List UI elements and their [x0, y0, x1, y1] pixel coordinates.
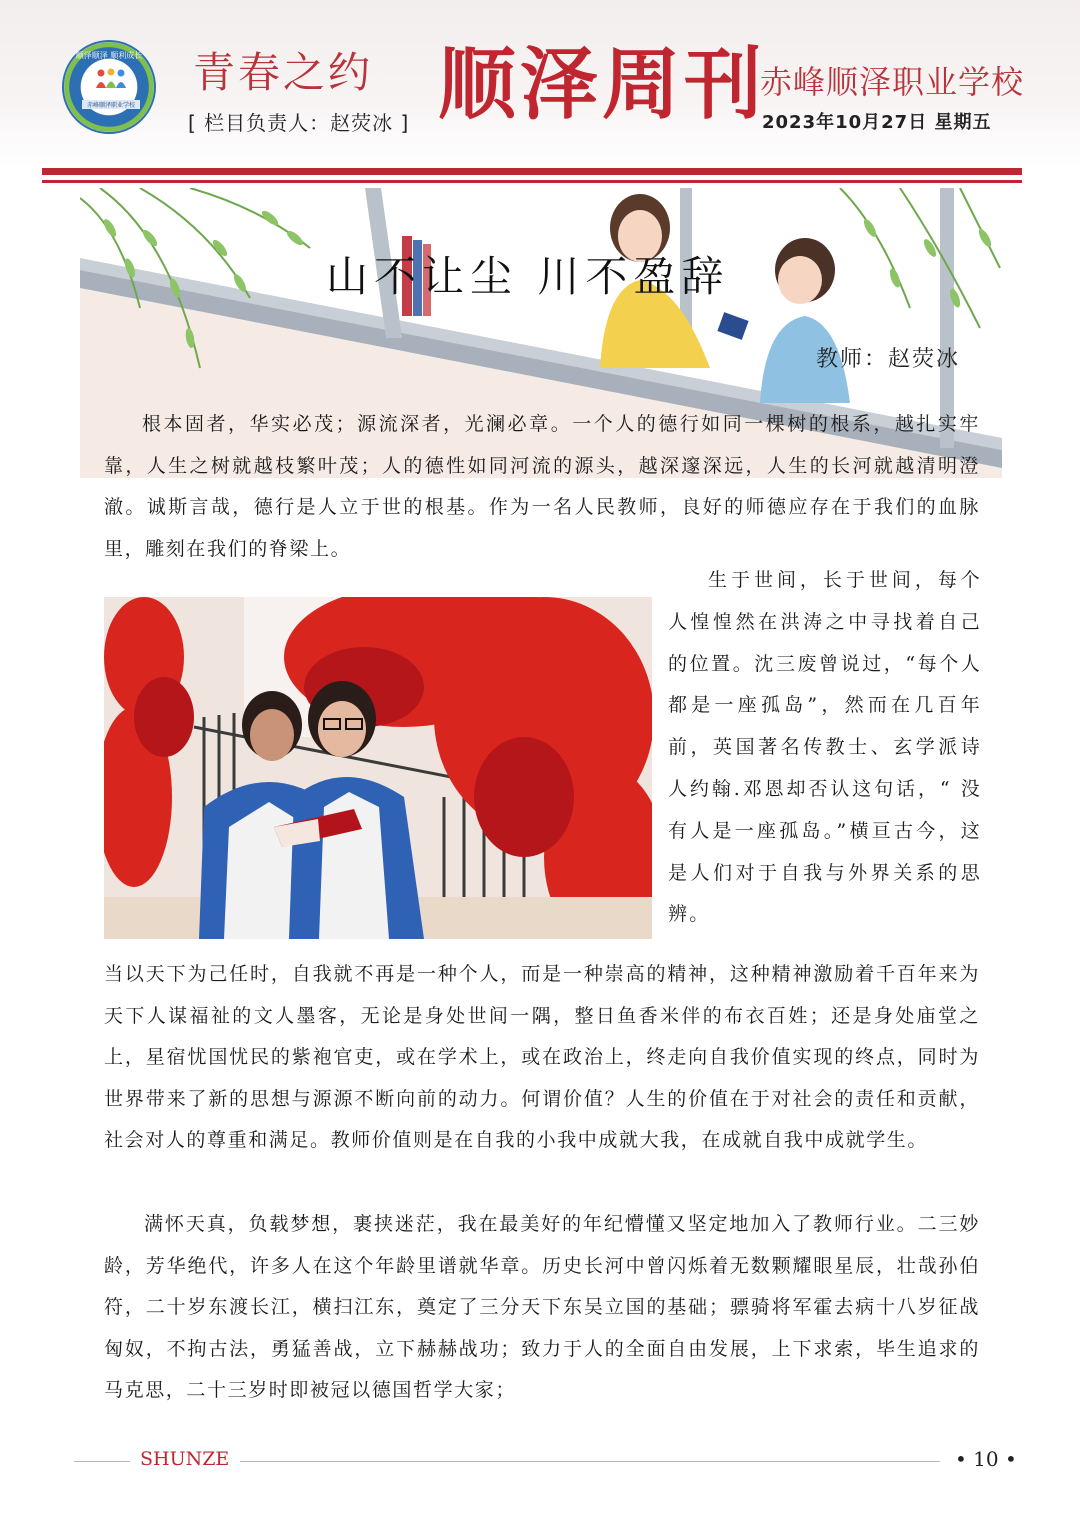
- logo-ring-text: 顺泽顺泽 顺利成长: [75, 51, 143, 60]
- article-title: 山不让尘 川不盈辞: [326, 252, 730, 301]
- issue-date: 2023年10月27日 星期五: [762, 112, 992, 133]
- header-rule-thick: [42, 168, 1022, 175]
- header-rule-thin: [42, 180, 1022, 183]
- footer-rule-left: [74, 1461, 130, 1462]
- masthead: 顺泽周刊: [438, 40, 767, 130]
- footer-rule-right: [240, 1461, 940, 1462]
- paragraph-1: 根本固者，华实必茂；源流深者，光澜必章。一个人的德行如同一棵树的根系，越扎实牢靠，人生之树就越枝繁叶茂；人的德性如同河流的源头，越深邃深远，人生的长河就越清明澄澈。诚斯言哉，德行是人立于世的根基。作为一名人民教师，良好的师德应存在于我们的血脉里，雕刻在我们的脊梁上。: [104, 413, 980, 560]
- paragraph-3: 当以天下为己任时，自我就不再是一种个人，而是一种崇高的精神，这种精神激励着千百年来为天下人谋福祉的文人墨客，无论是身处世间一隅，整日鱼香米伴的布衣百姓；还是身处庙堂之上，星宿忧国忧民的紫袍官吏，或在学术上，或在政治上，终走向自我价值实现的终点，同时为世界带来了新的思想与源源不断向前的动力。何谓价值？人生的价值在于对社会的责任和贡献，社会对人的尊重和满足。教师价值则是在自我的小我中成就大我，在成就自我中成就学生。: [104, 963, 980, 1151]
- page-number: • 10 •: [955, 1447, 1017, 1471]
- photo-students-reading: [104, 597, 652, 939]
- article-photo: [104, 597, 652, 939]
- logo-people-icon: [94, 68, 128, 92]
- paragraph-4: 满怀天真，负载梦想，裹挟迷茫，我在最美好的年纪懵懂又坚定地加入了教师行业。二三妙龄，芳华绝代，许多人在这个年龄里谱就华章。历史长河中曾闪烁着无数颗耀眼星辰，壮哉孙伯符，二十岁东渡长江，横扫江东，奠定了三分天下东吴立国的基础；骠骑将军霍去病十八岁征战匈奴，不拘古法，勇猛善战，立下赫赫战功；致力于人的全面自由发展，上下求索，毕生追求的马克思，二十三岁时即被冠以德国哲学大家；: [104, 1213, 980, 1401]
- school-name: 赤峰顺泽职业学校: [760, 63, 1025, 101]
- column-owner: [ 栏目负责人：赵荧冰 ]: [188, 111, 410, 135]
- school-logo: [62, 40, 156, 134]
- article-author: 教师：赵荧冰: [816, 347, 961, 372]
- logo-inner-text: 赤峰顺泽职业学校: [82, 100, 140, 109]
- paragraph-2: 生于世间，长于世间，每个人惶惶然在洪涛之中寻找着自己的位置。沈三废曾说过，“每个人都是一座孤岛”，然而在几百年前，英国著名传教士、玄学派诗人约翰.邓恩却否认这句话，“ 没有人是一座孤岛。”横亘古今，这是人们对于自我与外界关系的思辨。: [668, 569, 982, 926]
- footer-brand: SHUNZE: [140, 1448, 230, 1470]
- column-title: 青春之约: [193, 48, 374, 97]
